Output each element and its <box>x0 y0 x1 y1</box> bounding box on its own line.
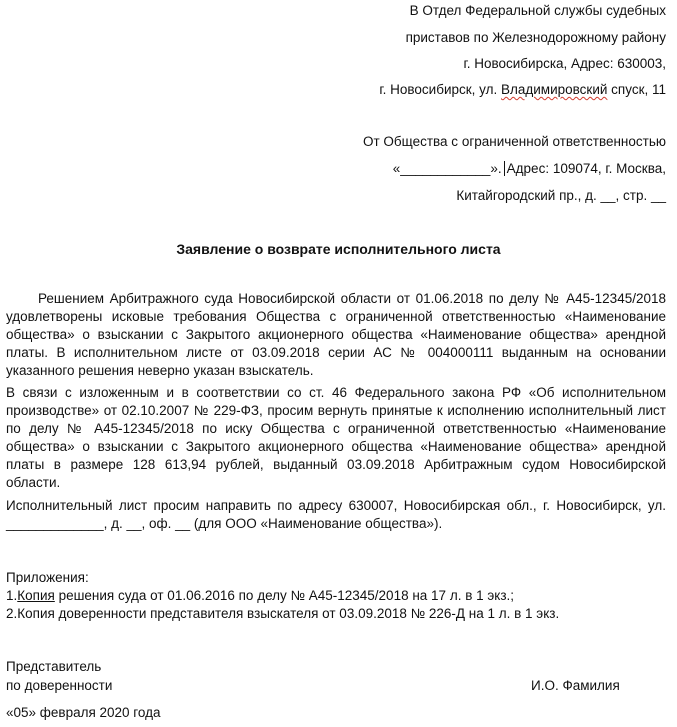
document-title: Заявление о возврате исполнительного листа <box>176 241 501 257</box>
signer-role-line-2: по доверенности <box>6 678 113 693</box>
addressee-line-4-prefix: г. Новосибирск, ул. <box>379 82 501 97</box>
attachment-item-1-link[interactable]: Копия <box>17 588 55 603</box>
sender-company-name: «____________». <box>392 161 502 176</box>
text-cursor <box>504 161 505 176</box>
attachment-item-2: 2.Копия доверенности представителя взыскателя от 03.09.2018 № 226-Д на 1 л. в 1 экз. <box>6 606 560 621</box>
signer-name: И.О. Фамилия <box>531 678 620 693</box>
sender-line-2 <box>393 160 666 178</box>
street-name-spellcheck: Владимировский <box>501 82 608 97</box>
addressee-line-4-suffix: спуск, 11 <box>607 82 666 97</box>
sender-line-3: Китайгородский пр., д. __, стр. __ <box>456 188 666 203</box>
attachment-item-1-text: решения суда от 01.06.2016 по делу № А45-12345/2018 на 17 л. в 1 экз.; <box>54 588 515 603</box>
sender-line-1: От Общества с ограниченной ответственностью <box>362 134 666 149</box>
paragraph-request: В связи с изложенным и в соответствии со ст. 46 Федерального закона РФ «Об исполнительном производстве» от 02.10.2007 № 229-ФЗ, просим вернуть принятые к исполнению исполнительный лист по делу № А45-12345/2018 по иску Общества с ограниченной ответственностью «Наименование общества» о взыскании с Закрытого акционерного общества «Наименование общества» арендной платы в размере 128 613,94 рублей, выданный 03.09.2018 Арбитражным судом Новосибирской области. <box>6 385 666 490</box>
attachments-heading: Приложения: <box>6 570 89 585</box>
paragraph-decision <box>6 290 666 380</box>
addressee-line-4 <box>379 81 666 99</box>
sender-address: Адрес: 109074, г. Москва, <box>506 161 666 176</box>
attachment-item-1 <box>6 587 514 605</box>
paragraph-address: Исполнительный лист просим направить по адресу 630007, Новосибирская обл., г. Новосибирск, ул. _____________, д. __, оф. __ (для ООО «Наименование общества»). <box>6 498 666 531</box>
addressee-line-3: г. Новосибирска, Адрес: 630003, <box>463 56 666 71</box>
paragraph-decision-text: Решением Арбитражного суда Новосибирской области от 01.06.2018 по делу № А45-12345/2018 удовлетворены исковые требования Общества с ограниченной ответственностью «Наименование общества» о взыскании с Закрытого акционерного общества «Наименование общества» арендной платы. В исполнительном листе от 03.09.2018 серии АС № 004000111 выданным на основании указанного решения неверно указан взыскатель. <box>6 291 666 378</box>
document-date: «05» февраля 2020 года <box>6 705 161 720</box>
attachment-item-1-number: 1. <box>6 588 18 603</box>
addressee-line-2: приставов по Железнодорожному району <box>405 30 666 45</box>
signer-role-line-1: Представитель <box>6 659 102 674</box>
addressee-line-1: В Отдел Федеральной службы судебных <box>409 3 666 18</box>
